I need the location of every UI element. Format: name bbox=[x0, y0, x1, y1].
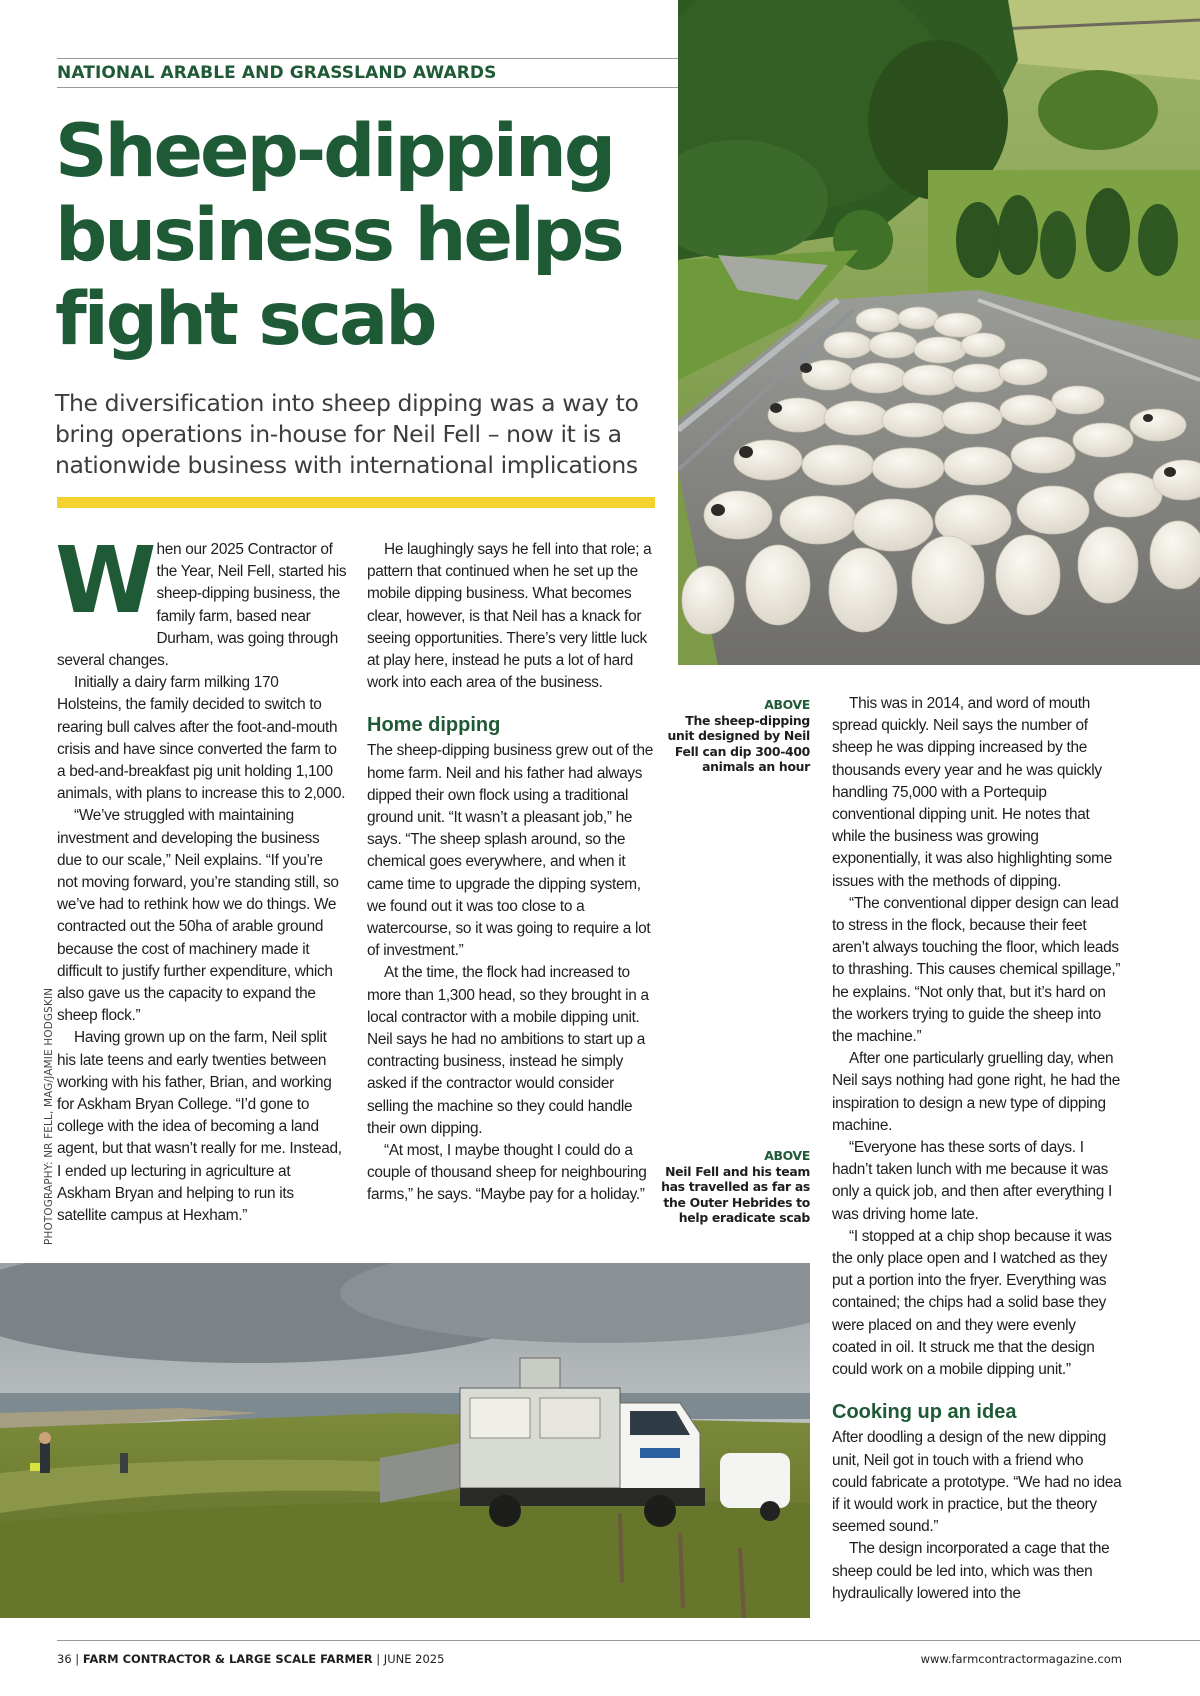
paragraph: He laughingly says he fell into that role; a pattern that continued when he set up the mobile dipping business. What becomes clear, however, is that Neil has a knack for seeing opportunities. There’s very little luck at play here, instead he puts a lot of hard work into each area of the business. bbox=[367, 541, 652, 692]
publication-name: FARM CONTRACTOR & LARGE SCALE FARMER bbox=[82, 1652, 373, 1666]
standfirst: The diversification into sheep dipping was a way to bring operations in-house for Neil Fell – now it is a nationwide business with international implications bbox=[55, 389, 639, 479]
paragraph: “Everyone has these sorts of days. I hadn’t taken lunch with me because it was only a quick job, and then after everything I was driving home late. bbox=[832, 1139, 1112, 1223]
caption-label: ABOVE bbox=[764, 697, 810, 712]
caption-text: Neil Fell and his team has travelled as far as the Outer Hebrides to help eradicate scab bbox=[661, 1163, 810, 1225]
paragraph: hen our 2025 Contractor of the Year, Neil Fell, started his sheep-dipping business, the family farm, based near Durham, was going through several changes. bbox=[57, 541, 347, 670]
section-kicker: NATIONAL ARABLE AND GRASSLAND AWARDS bbox=[57, 63, 497, 83]
photo-caption-1 bbox=[660, 697, 810, 775]
paragraph: Having grown up on the farm, Neil split his late teens and early twenties between working with his father, Brian, and working for Askham Bryan College. “I’d gone to college with the idea of becoming a land agent, but that wasn’t really for me. Instead, I ended up lecturing in agriculture at Askham Bryan and helping to run its satellite campus at Hexham.” bbox=[57, 1029, 342, 1225]
subheading-cooking-up-an-idea: Cooking up an idea bbox=[832, 1401, 1017, 1424]
drop-cap: W bbox=[55, 527, 151, 634]
paragraph: This was in 2014, and word of mouth spread quickly. Neil says the number of sheep he was dipping increased by the thousands every year and he was quickly handling 75,000 with a Portequip conventional dipping unit. He notes that while the business was growing exponentially, it was also highlighting some issues with the methods of dipping. bbox=[832, 695, 1112, 890]
footer-rule bbox=[57, 1640, 1200, 1641]
photo-caption-2 bbox=[660, 1148, 810, 1226]
photo-dipping-truck bbox=[0, 1263, 810, 1618]
paragraph: “The conventional dipper design can lead to stress in the flock, because their feet aren’t always touching the floor, which leads to thrashing. This causes chemical spillage,” he explains. “Not only that, but it’s hard on the workers trying to guide the sheep into the machine.” bbox=[832, 894, 1121, 1046]
kicker-rule bbox=[57, 87, 678, 88]
subheading-home-dipping: Home dipping bbox=[367, 714, 501, 737]
paragraph: “We’ve struggled with maintaining investment and developing the business due to our scale,” Neil explains. “If you’re not moving forward, you’re standing still, so we’ve had to rethink how we do things. We contracted out the 50ha of arable ground because the cost of machinery made it difficult to justify further expenditure, which also gave us the capacity to expand the sheep flock.” bbox=[57, 807, 339, 1025]
paragraph: “At most, I maybe thought I could do a couple of thousand sheep for neighbouring farms,” he says. “Maybe pay for a holiday.” bbox=[367, 1142, 647, 1204]
paragraph: “I stopped at a chip shop because it was the only place open and I watched as they put a portion into the fryer. Everything was contained; the chips had a solid base they were placed on and they were evenly coated in oil. It struck me that the design could work on a mobile dipping unit.” bbox=[832, 1227, 1112, 1379]
issue-date: JUNE 2025 bbox=[383, 1652, 445, 1666]
body-column-3 bbox=[832, 693, 1122, 1605]
photo-credit: PHOTOGRAPHY: NR FELL, MAG/JAMIE HODGSKIN bbox=[43, 987, 55, 1245]
paragraph: The sheep-dipping business grew out of the home farm. Neil and his father had always dipped their own flock using a traditional ground unit. “It wasn’t a pleasant job,” he says. “The sheep splash around, so the chemical goes everywhere, and when it came time to upgrade the dipping system, we found out it was too close to a watercourse, so it was going to require a lot of investment.” bbox=[367, 742, 653, 960]
footer-website: www.farmcontractormagazine.com bbox=[920, 1652, 1122, 1666]
paragraph: Initially a dairy farm milking 170 Holsteins, the family decided to switch to rearing bull calves after the foot-and-mouth crisis and have since converted the farm to a bed-and-breakfast pig unit holding 1,100 animals, with plans to increase this to 2,000. bbox=[57, 674, 346, 803]
body-column-1 bbox=[55, 527, 347, 1227]
standfirst-divider bbox=[57, 497, 655, 508]
body-column-2 bbox=[367, 539, 657, 1207]
top-rule bbox=[57, 58, 678, 59]
photo-sheep-flock bbox=[678, 0, 1200, 665]
page-number: 36 bbox=[57, 1652, 72, 1666]
paragraph: After doodling a design of the new dipping unit, Neil got in touch with a friend who could fabricate a prototype. “We had no idea if it would work in practice, but the theory seemed sound.” bbox=[832, 1429, 1122, 1536]
footer-folio: 36 | FARM CONTRACTOR & LARGE SCALE FARMER | JUNE 2025 bbox=[57, 1652, 445, 1666]
page-title: Sheep-dipping business helps fight scab bbox=[55, 109, 622, 362]
caption-text: The sheep-dipping unit designed by Neil Fell can dip 300-400 animals an hour bbox=[667, 712, 810, 774]
paragraph: At the time, the flock had increased to more than 1,300 head, so they brought in a local contractor with a mobile dipping unit. Neil says he had no ambitions to start up a contracting business, instead he simply asked if the contractor would consider selling the machine so they could handle their own dipping. bbox=[367, 964, 649, 1137]
caption-label: ABOVE bbox=[764, 1148, 810, 1163]
paragraph: The design incorporated a cage that the sheep could be led into, which was then hydraulically lowered into the bbox=[832, 1540, 1110, 1602]
paragraph: After one particularly gruelling day, when Neil says nothing had gone right, he had the inspiration to design a new type of dipping machine. bbox=[832, 1050, 1120, 1134]
